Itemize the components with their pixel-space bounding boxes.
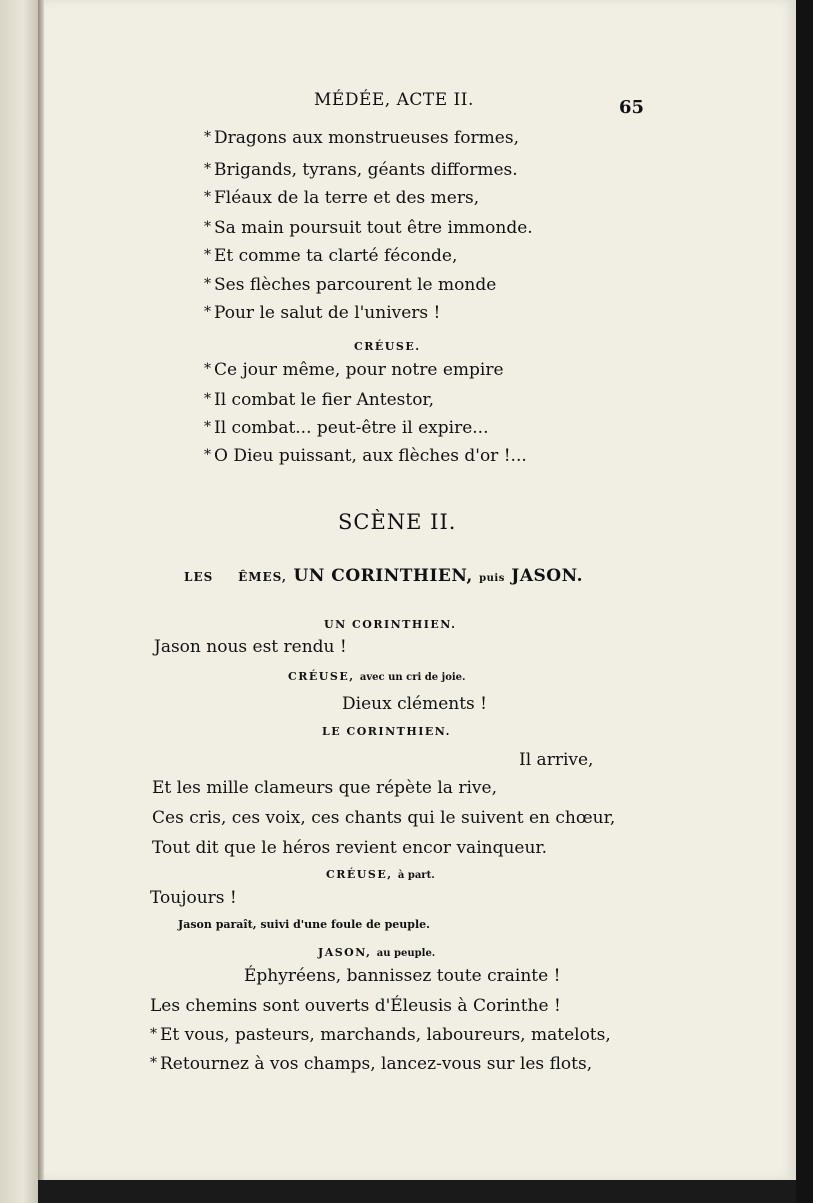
dialogue-line: Toujours ! xyxy=(150,888,237,908)
verse-line: * Et comme ta clarté féconde, xyxy=(204,246,458,266)
verse-line: Et les mille clameurs que répète la rive, xyxy=(152,778,497,798)
speaker-name: CRÉUSE, à part. xyxy=(326,868,435,881)
book-page xyxy=(44,0,796,1180)
verse-line: Tout dit que le héros revient encor vainqueur. xyxy=(152,838,548,858)
verse-line: * Pour le salut de l'univers ! xyxy=(204,303,441,323)
verse-line: * Retournez à vos champs, lancez-vous sur les flots, xyxy=(150,1054,593,1074)
facing-page-edge xyxy=(0,0,38,1203)
page-number: 65 xyxy=(619,97,645,118)
verse-line: * Il combat... peut-être il expire... xyxy=(204,418,489,438)
verse-line: * Ce jour même, pour notre empire xyxy=(204,360,504,380)
speaker-name: JASON, au peuple. xyxy=(318,946,436,959)
speaker-name: LE CORINTHIEN. xyxy=(322,725,451,738)
dialogue-line: Jason nous est rendu ! xyxy=(154,637,347,657)
verse-line: * Sa main poursuit tout être immonde. xyxy=(204,218,533,238)
verse-line: Ces cris, ces voix, ces chants qui le suivent en chœur, xyxy=(152,808,616,828)
running-title: MÉDÉE, ACTE II. xyxy=(314,90,474,110)
verse-line: * O Dieu puissant, aux flèches d'or !... xyxy=(204,446,527,466)
verse-line: * Brigands, tyrans, géants difformes. xyxy=(204,160,518,180)
dialogue-line: Il arrive, xyxy=(519,750,594,770)
speaker-name: CRÉUSE. xyxy=(354,340,421,353)
scan-border-bottom xyxy=(38,1180,796,1203)
verse-line: Les chemins sont ouverts d'Éleusis à Corinthe ! xyxy=(150,996,561,1016)
verse-line: * Dragons aux monstrueuses formes, xyxy=(204,128,519,148)
speaker-name: CRÉUSE, avec un cri de joie. xyxy=(288,670,466,683)
verse-line: * Ses flèches parcourent le monde xyxy=(204,275,497,295)
cast-list: LES ÊMES, UN CORINTHIEN, puis JASON. xyxy=(184,566,583,586)
verse-line: * Et vous, pasteurs, marchands, laboureurs, matelots, xyxy=(150,1025,611,1045)
scene-title: SCÈNE II. xyxy=(338,510,457,534)
stage-direction: Jason paraît, suivi d'une foule de peuple. xyxy=(178,918,430,931)
dialogue-line: Éphyréens, bannissez toute crainte ! xyxy=(244,966,561,986)
dialogue-line: Dieux cléments ! xyxy=(342,694,488,714)
verse-line: * Il combat le fier Antestor, xyxy=(204,390,435,410)
scan-border xyxy=(796,0,813,1203)
verse-line: * Fléaux de la terre et des mers, xyxy=(204,188,480,208)
speaker-name: UN CORINTHIEN. xyxy=(324,618,457,631)
